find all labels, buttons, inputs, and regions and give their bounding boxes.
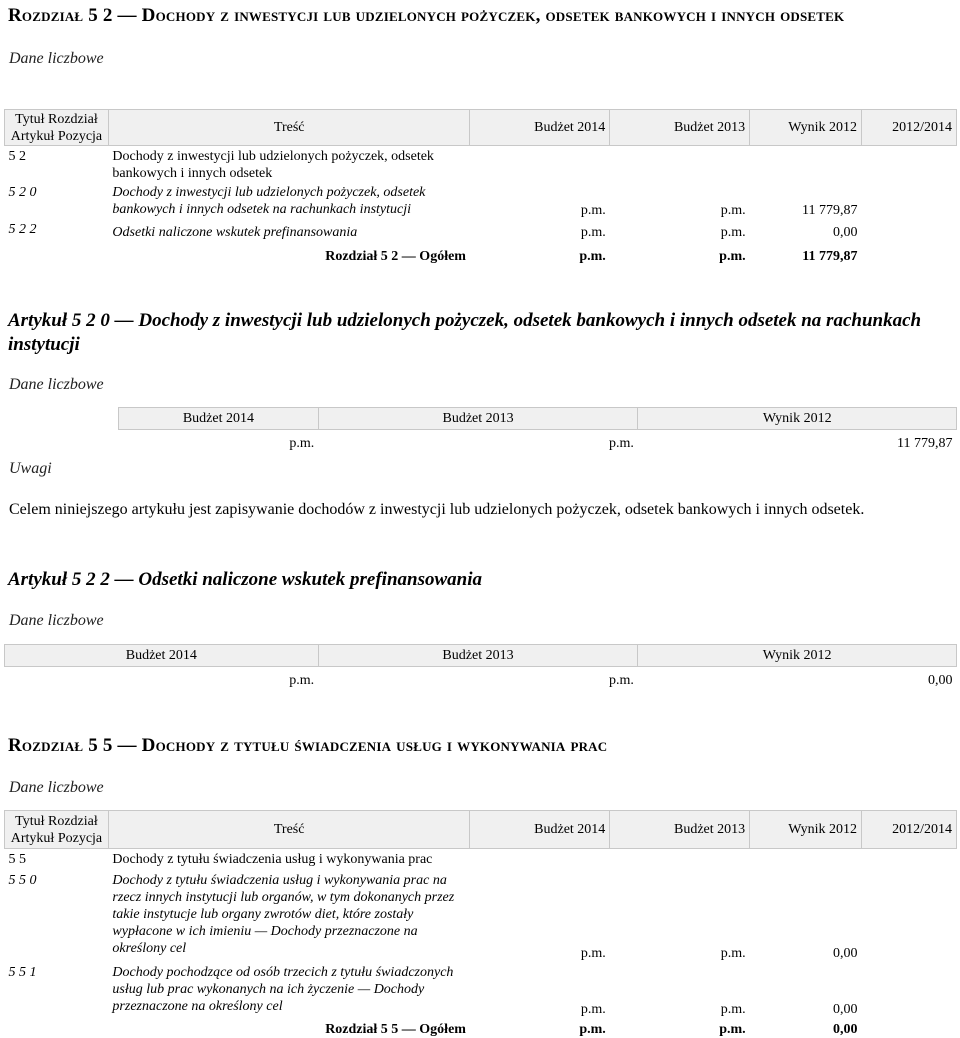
row-text: Dochody pochodzące od osób trzecich z tytułu świadczonych usług lub prac wykonanych na ich życzenie — Dochody przeznaczone na określony cel xyxy=(112,964,454,1014)
header-budzet-2014: Budżet 2014 xyxy=(119,408,319,430)
chapter-5-5-table xyxy=(4,810,957,1038)
row-code: 5 2 2 xyxy=(8,222,37,237)
chapter-5-5-title: Rozdział 5 5 — Dochody z tytułu świadczenia usług i wykonywania prac xyxy=(8,735,608,756)
value-b13: p.m. xyxy=(608,672,634,688)
header-tresc: Treść xyxy=(108,811,470,849)
dane-liczbowe-label: Dane liczbowe xyxy=(9,779,104,796)
header-budzet-2014: Budżet 2014 xyxy=(470,110,610,146)
header-wynik-2012: Wynik 2012 xyxy=(750,110,862,146)
article-5-2-0-title: Artykuł 5 2 0 — Dochody z inwestycji lub udzielonych pożyczek, odsetek bankowych i innych odsetek na rachunkach instytucji xyxy=(8,310,922,355)
row-w12: 0,00 xyxy=(833,1001,858,1017)
header-budzet-2013: Budżet 2013 xyxy=(610,110,750,146)
table-row xyxy=(5,870,957,962)
row-b14 xyxy=(470,146,610,183)
table-row xyxy=(5,219,957,241)
total-label: Rozdział 5 2 — Ogółem xyxy=(325,249,466,264)
value-b14: p.m. xyxy=(289,672,315,688)
header-artykul: Artykuł Pozycja xyxy=(10,830,103,846)
row-text: Dochody z inwestycji lub udzielonych pożyczek, odsetek bankowych i innych odsetek na rachunkach instytucji xyxy=(112,185,426,217)
row-b14: p.m. xyxy=(580,225,606,240)
row-w12: 11 779,87 xyxy=(802,203,858,218)
article-5-2-0-note: Celem niniejszego artykułu jest zapisywanie dochodów z inwestycji lub udzielonych pożyczek, odsetek bankowych i innych odsetek. xyxy=(9,501,865,518)
header-wynik-2012: Wynik 2012 xyxy=(638,408,957,430)
total-w12: 11 779,87 xyxy=(802,249,858,264)
article-5-2-0-table xyxy=(118,407,957,452)
value-b14: p.m. xyxy=(289,435,315,451)
row-ratio xyxy=(862,219,957,241)
total-w12: 0,00 xyxy=(833,1021,858,1037)
header-wynik-2012: Wynik 2012 xyxy=(638,645,957,667)
row-ratio xyxy=(862,870,957,962)
row-code: 5 5 xyxy=(8,852,26,867)
row-w12: 0,00 xyxy=(833,225,858,240)
row-ratio xyxy=(862,962,957,1018)
table-row xyxy=(5,849,957,870)
row-b13 xyxy=(610,146,750,183)
header-tresc: Treść xyxy=(108,110,470,146)
row-code: 5 2 xyxy=(8,149,26,164)
total-b13: p.m. xyxy=(719,1021,746,1037)
row-b14: p.m. xyxy=(580,945,606,961)
table-row xyxy=(119,430,957,452)
value-b13: p.m. xyxy=(609,435,634,451)
row-text: Dochody z tytułu świadczenia usług i wykonywania prac xyxy=(112,852,433,867)
value-w12: 0,00 xyxy=(928,672,953,688)
header-budzet-2014: Budżet 2014 xyxy=(470,811,610,849)
row-text: Odsetki naliczone wskutek prefinansowania xyxy=(112,225,358,240)
header-budzet-2013: Budżet 2013 xyxy=(610,811,750,849)
uwagi-label: Uwagi xyxy=(9,460,52,477)
dane-liczbowe-label: Dane liczbowe xyxy=(9,50,104,67)
table-row xyxy=(5,146,957,183)
row-b14: p.m. xyxy=(580,1001,606,1017)
header-ratio: 2012/2014 xyxy=(862,110,957,146)
table-row xyxy=(5,182,957,219)
total-b14: p.m. xyxy=(579,1021,606,1037)
row-w12 xyxy=(750,146,862,183)
article-5-2-2-table xyxy=(4,644,957,689)
row-text: Dochody z tytułu świadczenia usług i wykonywania prac na rzecz innych instytucji lub organów, w tym dokonanych przez takie instytucje lub organy zwrotów diet, które zostały wypłacone w ich imieniu — Dochody przeznaczone na określony cel xyxy=(112,872,455,956)
total-b13: p.m. xyxy=(719,249,746,264)
row-b13: p.m. xyxy=(720,225,746,240)
dane-liczbowe-label: Dane liczbowe xyxy=(9,612,104,629)
row-b13: p.m. xyxy=(720,1001,746,1017)
header-budzet-2013: Budżet 2013 xyxy=(318,645,638,667)
row-ratio xyxy=(862,146,957,183)
dane-liczbowe-label: Dane liczbowe xyxy=(9,376,104,393)
article-5-2-2-title: Artykuł 5 2 2 — Odsetki naliczone wskutek prefinansowania xyxy=(8,569,483,590)
header-ratio: 2012/2014 xyxy=(862,811,957,849)
row-ratio xyxy=(862,182,957,219)
row-b13: p.m. xyxy=(720,945,746,961)
row-code: 5 5 1 xyxy=(8,964,37,980)
row-text: Dochody z inwestycji lub udzielonych pożyczek, odsetek bankowych i innych odsetek xyxy=(112,149,434,181)
header-budzet-2013: Budżet 2013 xyxy=(318,408,638,430)
total-b14: p.m. xyxy=(579,249,606,264)
row-code: 5 2 0 xyxy=(8,185,37,200)
row-b14: p.m. xyxy=(580,203,606,218)
header-artykul: Artykuł Pozycja xyxy=(10,128,103,144)
header-budzet-2014: Budżet 2014 xyxy=(5,645,319,667)
total-label: Rozdział 5 5 — Ogółem xyxy=(325,1021,466,1037)
header-wynik-2012: Wynik 2012 xyxy=(750,811,862,849)
header-tytul-artykul xyxy=(5,110,109,146)
chapter-5-2-title: Rozdział 5 2 — Dochody z inwestycji lub udzielonych pożyczek, odsetek bankowych i innych odsetek xyxy=(8,5,845,26)
row-b13: p.m. xyxy=(720,203,746,218)
header-tytul: Tytuł Rozdział xyxy=(15,111,98,127)
value-w12: 11 779,87 xyxy=(897,435,953,451)
row-b13 xyxy=(610,849,750,870)
row-w12: 0,00 xyxy=(833,945,858,961)
table-row xyxy=(5,667,957,689)
header-tytul: Tytuł Rozdział xyxy=(15,813,98,829)
row-w12 xyxy=(750,849,862,870)
table-row xyxy=(5,962,957,1018)
chapter-5-2-table xyxy=(4,109,957,265)
row-b14 xyxy=(470,849,610,870)
total-row xyxy=(5,241,957,265)
row-code: 5 5 0 xyxy=(8,872,37,888)
header-tytul-artykul xyxy=(5,811,109,849)
row-ratio xyxy=(862,849,957,870)
